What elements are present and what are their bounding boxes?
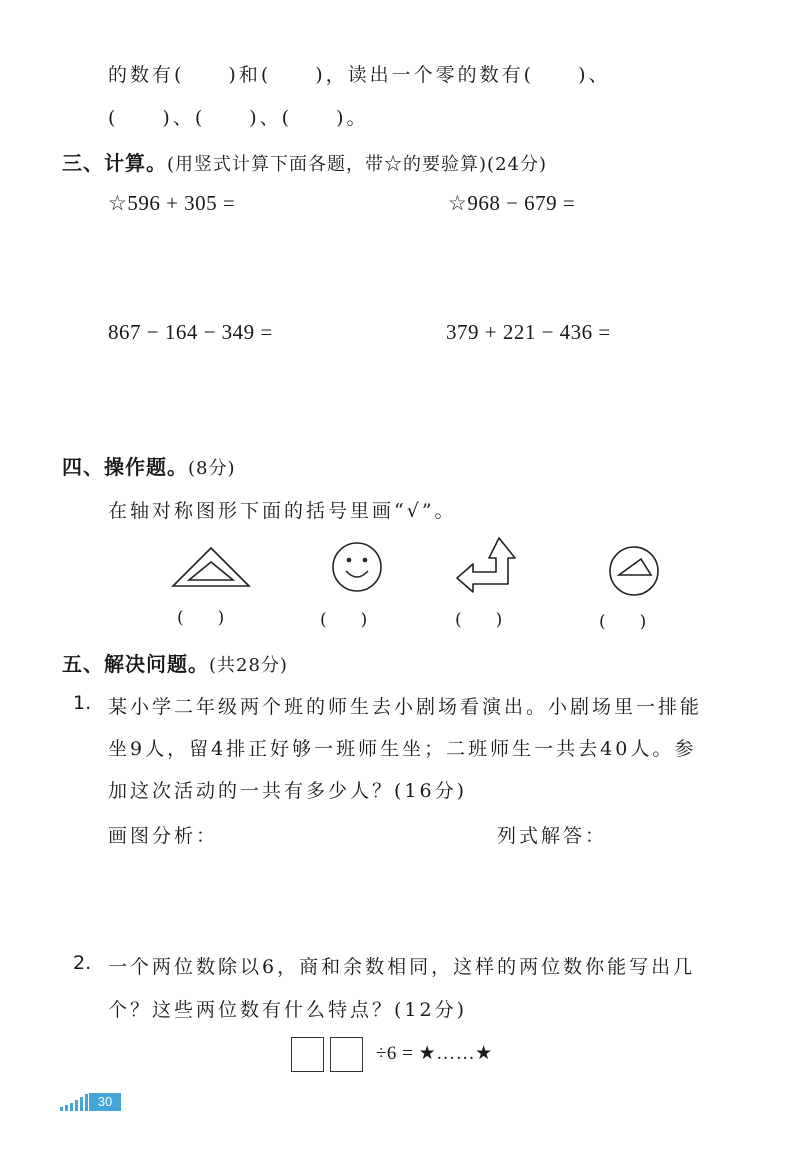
problem-3: 867 − 164 − 349 =	[108, 320, 273, 344]
page-bars-icon	[60, 1093, 90, 1111]
question-2-line-2: 个？这些两位数有什么特点？(12分)	[108, 999, 468, 1021]
fill-blank-line-2: ( )、( )、( )。	[108, 107, 369, 129]
section-5-title: 五、解决问题。	[62, 652, 209, 676]
smiley-face-icon	[331, 541, 383, 593]
section-5-note: (共28分)	[209, 655, 288, 676]
answer-bracket-4[interactable]: ( )	[599, 612, 647, 632]
answer-bracket-2[interactable]: ( )	[320, 610, 368, 630]
digit-box-ones[interactable]	[330, 1037, 363, 1072]
drawing-analysis-label: 画图分析：	[108, 825, 219, 847]
problem-4: 379 + 221 − 436 =	[446, 320, 611, 344]
section-4-instruction: 在轴对称图形下面的括号里画“√”。	[108, 500, 457, 522]
problem-1: ☆596 + 305 =	[108, 191, 236, 215]
question-1-line-1: 某小学二年级两个班的师生去小剧场看演出。小剧场里一排能	[108, 696, 703, 718]
fill-blank-line-1: 的数有( )和( )，读出一个零的数有( )、	[108, 64, 611, 86]
bent-arrow-icon	[455, 536, 517, 594]
division-equation: ÷6 = ★……★	[376, 1043, 493, 1064]
digit-box-tens[interactable]	[291, 1037, 324, 1072]
answer-bracket-3[interactable]: ( )	[455, 610, 503, 630]
answer-bracket-1[interactable]: ( )	[177, 608, 225, 628]
section-4-note: (8分)	[188, 458, 236, 479]
section-4-heading	[62, 451, 236, 480]
section-4-title: 四、操作题。	[62, 455, 188, 479]
section-5-heading	[62, 648, 288, 677]
section-3-title: 三、计算。	[62, 151, 167, 175]
question-1-line-2: 坐9人，留4排正好够一班师生坐；二班师生一共去40人。参	[108, 738, 697, 760]
question-2-number: 2.	[73, 952, 92, 974]
section-3-heading	[62, 147, 547, 176]
set-square-triangle-icon	[170, 545, 252, 590]
question-2-line-1: 一个两位数除以6，商和余数相同，这样的两位数你能写出几	[108, 956, 696, 978]
page-number: 30	[89, 1093, 121, 1111]
equation-answer-label: 列式解答：	[497, 825, 608, 847]
problem-2: ☆968 − 679 =	[448, 191, 576, 215]
question-1-line-3: 加这次活动的一共有多少人？(16分)	[108, 780, 468, 802]
question-1-number: 1.	[73, 692, 92, 714]
triangle-in-circle-icon	[608, 545, 660, 597]
section-3-note: (用竖式计算下面各题，带☆的要验算)(24分)	[167, 154, 547, 175]
